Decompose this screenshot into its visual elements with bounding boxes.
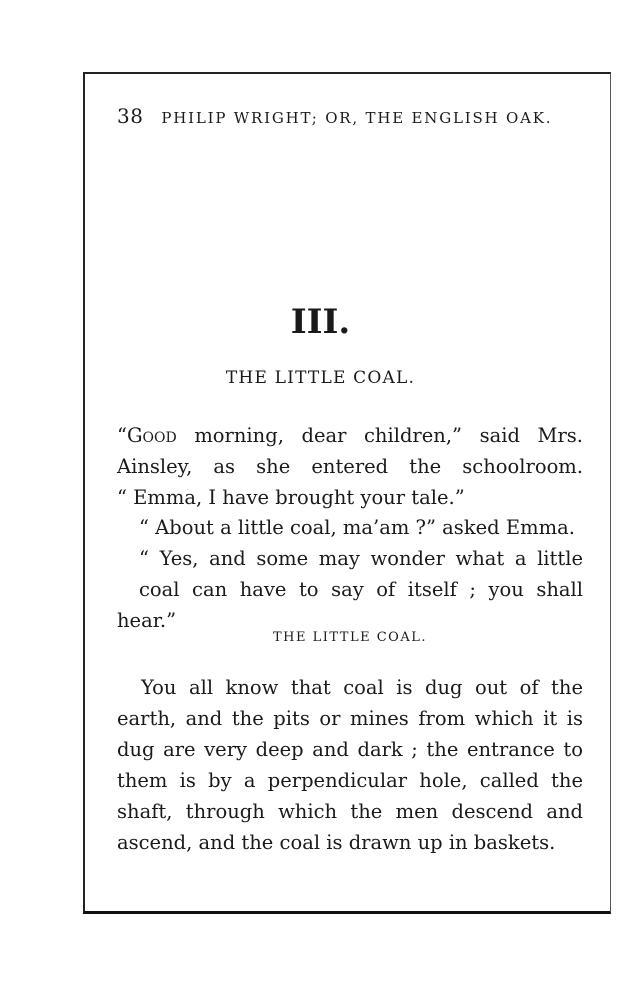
paragraph-line [117,420,583,451]
paragraph-line: earth, and the pits or mines from which it is [117,707,583,730]
paragraph-line: ascend, and the coal is drawn up in baskets. [117,831,556,854]
paragraph-line: “ Emma, I have brought your tale.” [117,486,465,509]
paragraph-line: “ About a little coal, ma’am ?” asked Emma. [139,516,575,539]
small-caps-word: Good [126,424,177,447]
paragraph-reply [117,543,583,636]
paragraph-line: shaft, through which the men descend and [117,800,583,823]
section-subtitle: THE LITTLE COAL. [273,630,427,645]
paragraph-line: coal can have to say of itself ; you shall hear.” [117,578,583,632]
chapter-number: III. [290,302,351,342]
paragraph-line: You all know that coal is dug out of the [141,676,583,699]
page-number: 38 [117,104,144,128]
line-text: morning, dear children,” said Mrs. [176,424,583,447]
paragraph-coal-mines [117,672,583,858]
running-head [117,104,557,128]
paragraph-line: “ Yes, and some may wonder what a little [139,547,583,570]
running-head-title: PHILIP WRIGHT; OR, THE ENGLISH OAK. [161,109,553,127]
chapter-title: THE LITTLE COAL. [225,368,416,388]
paragraph-emma-question [117,512,583,543]
paragraph-greeting [117,420,583,513]
paragraph-line: dug are very deep and dark ; the entrance to [117,738,583,761]
paragraph-line: them is by a perpendicular hole, called the [117,769,583,792]
paragraph-line: Ainsley, as she entered the schoolroom. [117,455,583,478]
open-quote: “ [117,424,127,447]
